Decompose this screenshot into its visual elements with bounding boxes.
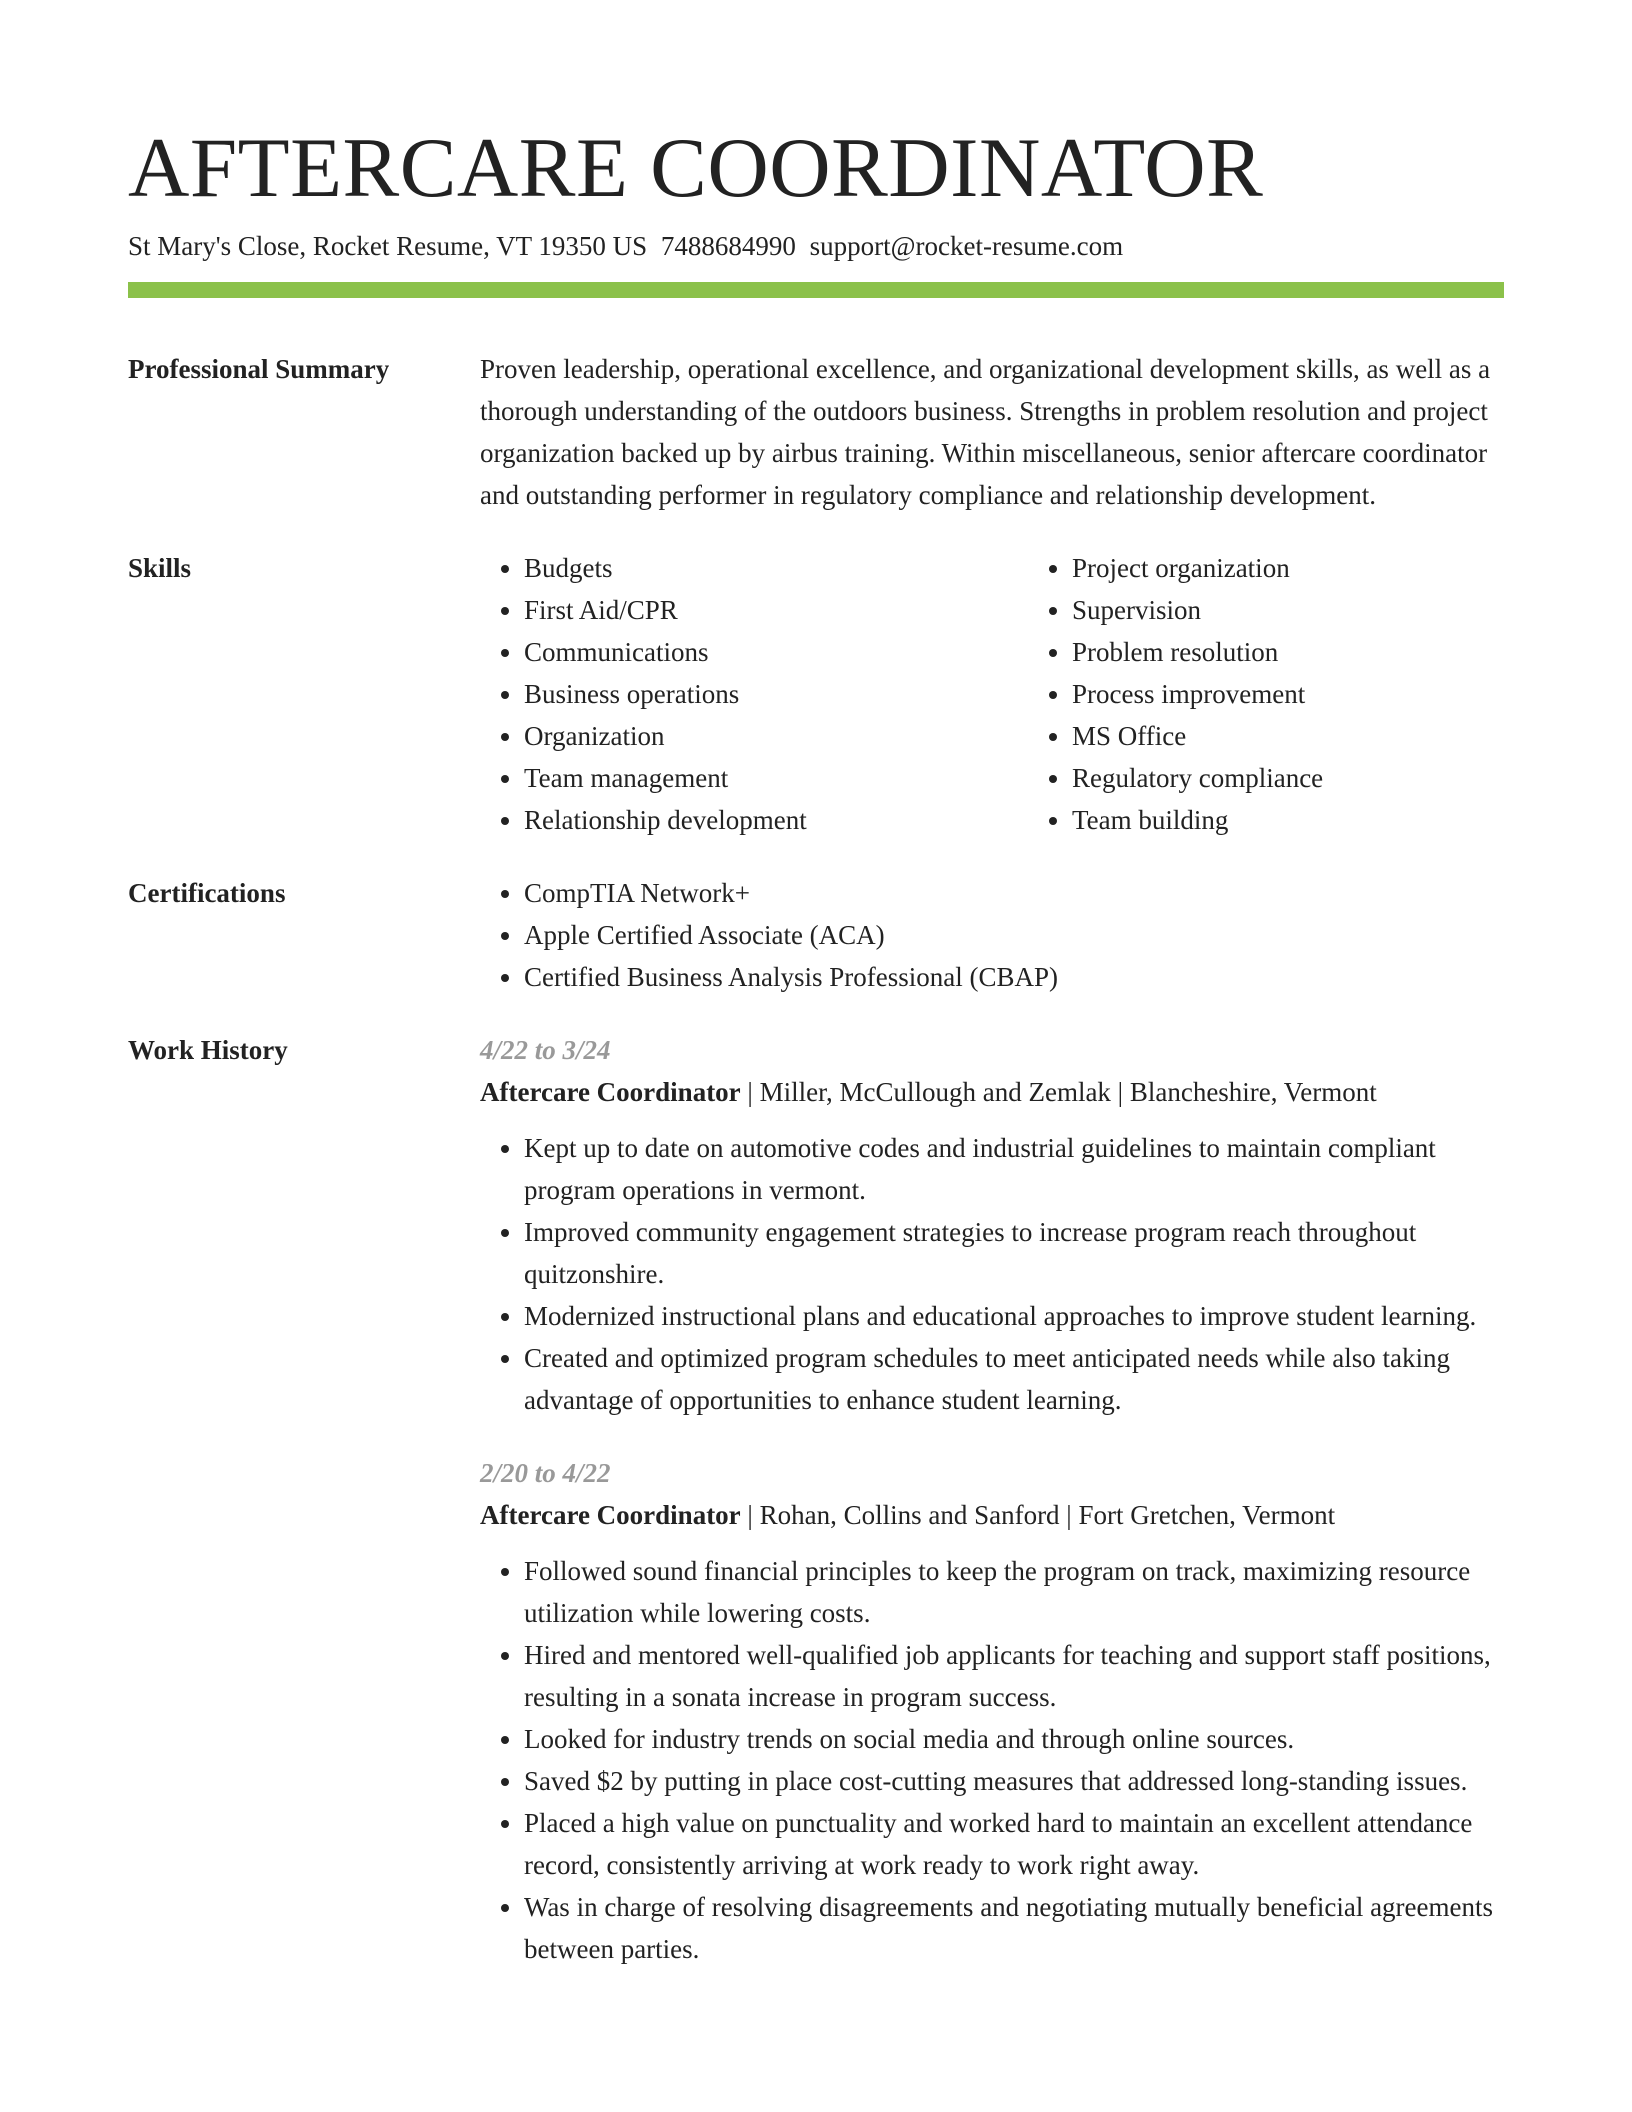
job-bullet: • Hired and mentored well-qualified job applicants for teaching and support staff positions, resulting in a sonata increase in program success. bbox=[524, 1634, 1504, 1718]
skill-item: • Regulatory compliance bbox=[1072, 757, 1576, 799]
contact-address: St Mary's Close, Rocket Resume, VT 19350 US bbox=[128, 231, 648, 261]
job-header bbox=[480, 1071, 1504, 1113]
skill-item: • Team management bbox=[524, 757, 1028, 799]
job-bullets bbox=[480, 1127, 1504, 1421]
job-bullet: • Followed sound financial principles to keep the program on track, maximizing resource utilization while lowering costs. bbox=[524, 1550, 1504, 1634]
work-history-heading: Work History bbox=[128, 1035, 288, 1065]
certifications-section bbox=[128, 872, 1504, 998]
contact-line bbox=[128, 228, 1504, 264]
job-header bbox=[480, 1494, 1504, 1536]
job-employer-location: | Miller, McCullough and Zemlak | Blancheshire, Vermont bbox=[740, 1077, 1377, 1107]
summary-section bbox=[128, 348, 1504, 516]
summary-heading: Professional Summary bbox=[128, 354, 390, 384]
job-bullet: • Placed a high value on punctuality and worked hard to maintain an excellent attendance record, consistently arriving at work ready to work right away. bbox=[524, 1802, 1504, 1886]
contact-phone: 7488684990 bbox=[660, 231, 796, 261]
skill-item: • Supervision bbox=[1072, 589, 1576, 631]
summary-text: Proven leadership, operational excellence, and organizational development skills, as well as a thorough understanding of the outdoors business. Strengths in problem resolution and project organization backed up by airbus training. Within miscellaneous, senior aftercare coordinator and outstanding performer in regulatory compliance and relationship development. bbox=[480, 354, 1491, 510]
skills-heading: Skills bbox=[128, 553, 192, 583]
job-bullets bbox=[480, 1550, 1504, 1970]
skill-item: • Relationship development bbox=[524, 799, 1028, 841]
job-bullet: • Was in charge of resolving disagreements and negotiating mutually beneficial agreements between parties. bbox=[524, 1886, 1504, 1970]
skill-item: • Team building bbox=[1072, 799, 1576, 841]
skills-section bbox=[128, 547, 1504, 841]
certifications-list bbox=[480, 872, 1504, 998]
job-bullet: • Improved community engagement strategies to increase program reach throughout quitzonshire. bbox=[524, 1211, 1504, 1295]
job-bullet: • Modernized instructional plans and educational approaches to improve student learning. bbox=[524, 1295, 1504, 1337]
certification-item: • Certified Business Analysis Professional (CBAP) bbox=[524, 956, 1504, 998]
contact-email: support@rocket-resume.com bbox=[809, 231, 1124, 261]
job-title: Aftercare Coordinator bbox=[480, 1500, 741, 1530]
skill-item: • Business operations bbox=[524, 673, 1028, 715]
skill-item: • Communications bbox=[524, 631, 1028, 673]
job-entry bbox=[480, 1029, 1504, 1421]
resume-page bbox=[128, 0, 1504, 1970]
skill-item: • Budgets bbox=[524, 547, 1028, 589]
skill-item: • Problem resolution bbox=[1072, 631, 1576, 673]
job-dates: 4/22 to 3/24 bbox=[480, 1035, 611, 1065]
work-history-section bbox=[128, 1029, 1504, 1970]
skills-list-left bbox=[480, 547, 1028, 841]
skill-item: • First Aid/CPR bbox=[524, 589, 1028, 631]
skill-item: • Process improvement bbox=[1072, 673, 1576, 715]
job-dates: 2/20 to 4/22 bbox=[480, 1458, 611, 1488]
certification-item: • CompTIA Network+ bbox=[524, 872, 1504, 914]
skill-item: • Project organization bbox=[1072, 547, 1576, 589]
job-bullet: • Kept up to date on automotive codes and industrial guidelines to maintain compliant program operations in vermont. bbox=[524, 1127, 1504, 1211]
skill-item: • Organization bbox=[524, 715, 1028, 757]
resume-title: AFTERCARE COORDINATOR bbox=[128, 121, 1264, 215]
job-bullet: • Saved $2 by putting in place cost-cutting measures that addressed long-standing issues. bbox=[524, 1760, 1504, 1802]
certifications-heading: Certifications bbox=[128, 878, 286, 908]
job-title: Aftercare Coordinator bbox=[480, 1077, 741, 1107]
skills-list-right bbox=[1028, 547, 1576, 841]
job-employer-location: | Rohan, Collins and Sanford | Fort Gretchen, Vermont bbox=[740, 1500, 1336, 1530]
certification-item: • Apple Certified Associate (ACA) bbox=[524, 914, 1504, 956]
job-bullet: • Looked for industry trends on social media and through online sources. bbox=[524, 1718, 1504, 1760]
job-entry bbox=[480, 1452, 1504, 1970]
skill-item: • MS Office bbox=[1072, 715, 1576, 757]
job-bullet: • Created and optimized program schedules to meet anticipated needs while also taking advantage of opportunities to enhance student learning. bbox=[524, 1337, 1504, 1421]
header-divider bbox=[128, 282, 1504, 298]
